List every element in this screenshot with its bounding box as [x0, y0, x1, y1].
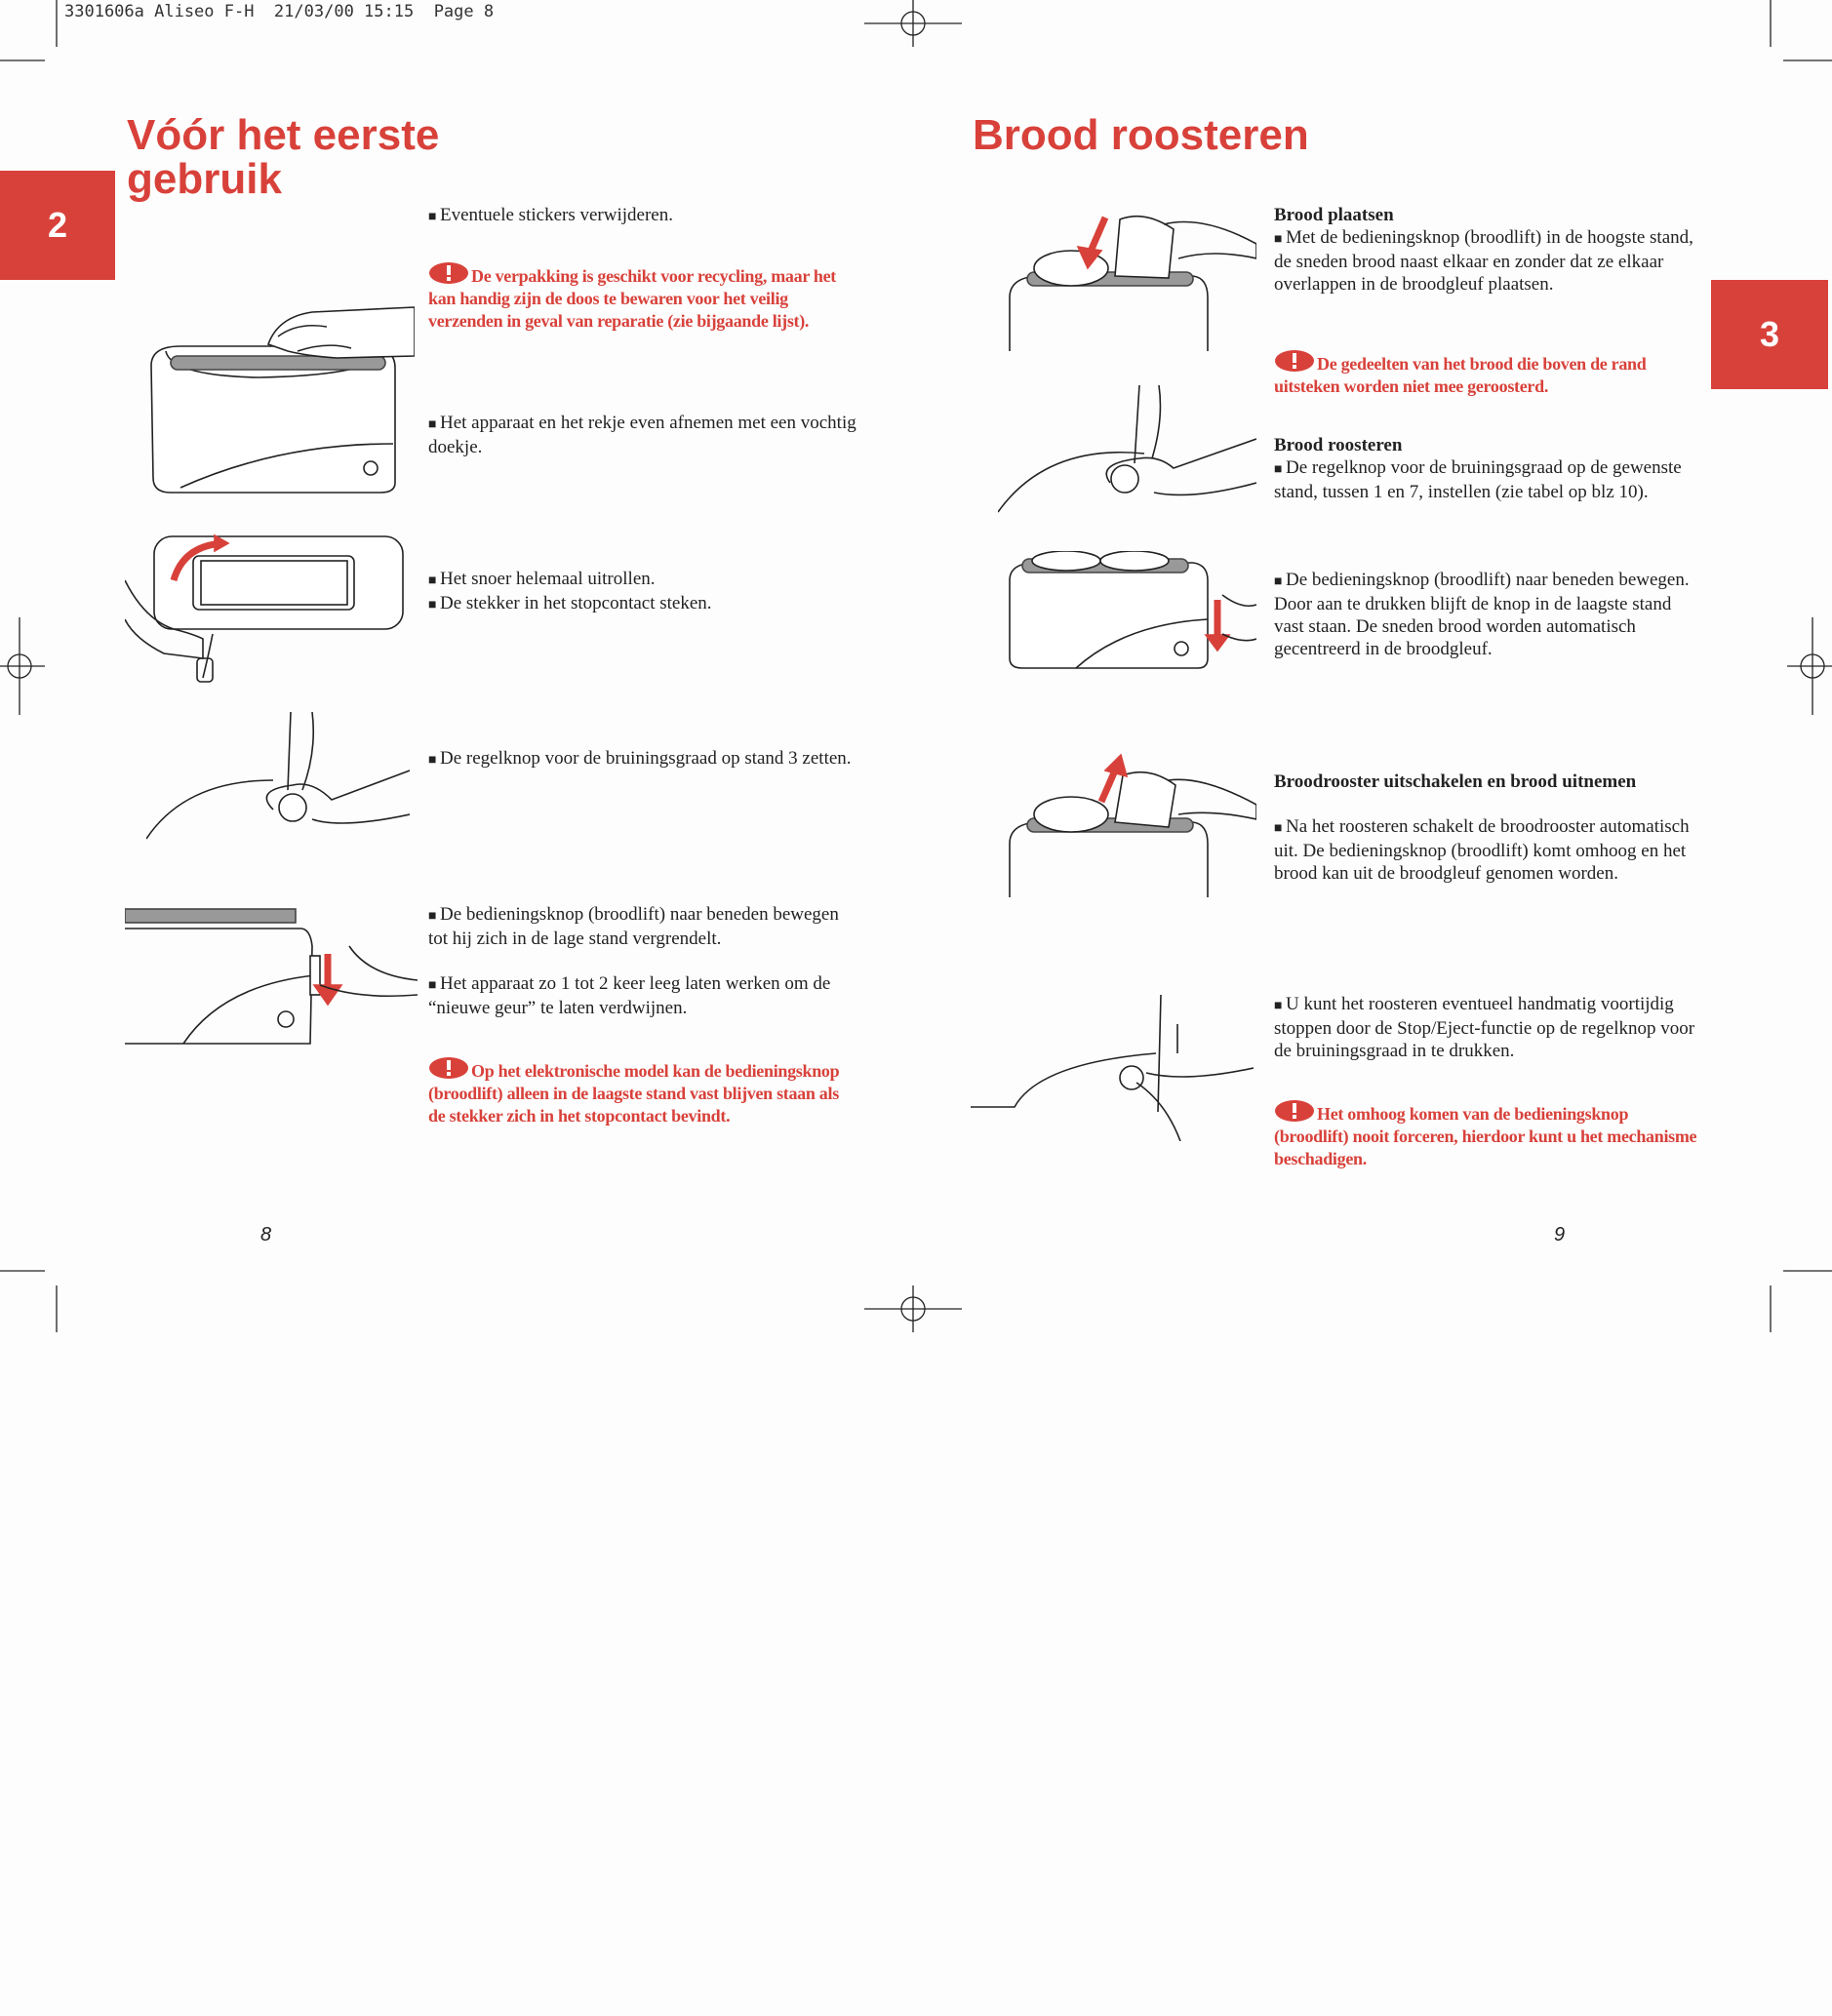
section-place-bread: [1274, 204, 1703, 296]
page-title-left: [127, 113, 439, 201]
illustration-stop-eject: [971, 995, 1254, 1141]
chapter-tab-3: 3: [1711, 280, 1828, 389]
warning-text: De gedeelten van het brood die boven de rand uitsteken worden niet mee geroosterd.: [1274, 354, 1647, 396]
warning-icon: [1274, 1099, 1315, 1123]
instruction-cord: [428, 568, 857, 616]
instruction-text: ■ De bedieningsknop (broodlift) naar beneden bewegen tot hij zich in de lage stand vergrendelt.: [428, 903, 862, 950]
section-title: Brood roosteren: [1274, 435, 1403, 455]
warning-do-not-force: [1274, 1099, 1703, 1170]
warning-text: De verpakking is geschikt voor recycling, maar het kan handig zijn de doos te bewaren voor het veilig verzenden in geval van reparatie (zie bijgaande lijst).: [428, 266, 836, 331]
section-title: Brood plaatsen: [1274, 205, 1394, 225]
section-stop-eject: [1274, 993, 1708, 1062]
instruction-text: ■ Het apparaat en het rekje even afnemen met een vochtig doekje.: [428, 412, 857, 458]
warning-icon: [428, 1056, 469, 1080]
warning-text: Het omhoog komen van de bedieningsknop (broodlift) nooit forceren, hierdoor kunt u het mechanisme beschadigen.: [1274, 1104, 1697, 1168]
instruction-text: ■ De bedieningsknop (broodlift) naar beneden bewegen. Door aan te drukken blijft de knop in de laagste stand vast staan. De sneden brood worden automatisch gecentreerd in de broodgleuf.: [1274, 569, 1703, 660]
instruction-text: ■ De regelknop voor de bruiningsgraad op stand 3 zetten.: [428, 747, 857, 771]
section-toast-bread: [1274, 434, 1703, 503]
instruction-text: ■ Het apparaat zo 1 tot 2 keer leeg laten werken om de “nieuwe geur” te laten verdwijnen.: [428, 972, 862, 1019]
warning-electronic-model: [428, 1056, 857, 1127]
instruction-text: ■ Na het roosteren schakelt de broodrooster automatisch uit. De bedieningsknop (broodlift) komt omhoog en het brood kan uit de broodgleuf genomen worden.: [1274, 815, 1708, 885]
warning-bread-edge: [1274, 349, 1703, 398]
warning-icon: [1274, 349, 1315, 373]
instruction-text: ■ De regelknop voor de bruiningsgraad op de gewenste stand, tussen 1 en 7, instellen (zie tabel op blz 10).: [1274, 456, 1703, 503]
illustration-remove-bread: [1008, 751, 1256, 897]
illustration-set-browning: [998, 385, 1256, 517]
heading-line-2: gebruik: [127, 155, 282, 203]
chapter-tab-2: 2: [0, 171, 115, 280]
illustration-lever-down: [125, 907, 418, 1053]
illustration-press-lever: [1008, 551, 1256, 673]
illustration-unwind-cord: [125, 532, 418, 688]
page-number-left: 8: [260, 1224, 272, 1245]
section-lever-down: [1274, 569, 1703, 660]
instruction-clean: [428, 412, 857, 458]
section-switch-off: [1274, 771, 1708, 885]
instruction-text: ■ De stekker in het stopcontact steken.: [428, 592, 857, 616]
section-title: Broodrooster uitschakelen en brood uitnemen: [1274, 771, 1637, 792]
instruction-text: ■ Met de bedieningsknop (broodlift) in de hoogste stand, de sneden brood naast elkaar en zonder dat ze elkaar overlappen in de broodgleuf plaatsen.: [1274, 226, 1703, 296]
warning-icon: [428, 261, 469, 285]
illustration-set-dial-3: [146, 712, 410, 849]
warning-text: Op het elektronische model kan de bedieningsknop (broodlift) alleen in de laagste stand vast blijven staan als de stekker zich in het stopcontact bevindt.: [428, 1061, 840, 1126]
page-number-right: 9: [1554, 1224, 1566, 1245]
heading-line-1: Vóór het eerste: [127, 111, 440, 159]
instruction-text: ■ U kunt het roosteren eventueel handmatig voortijdig stoppen door de Stop/Eject-functie op de regelknop voor de bruiningsgraad in te drukken.: [1274, 993, 1708, 1062]
illustration-wipe-toaster: [141, 297, 415, 502]
instruction-lever-down: [428, 903, 862, 1019]
instruction-stickers: [428, 204, 857, 228]
page-title-right: Brood roosteren: [973, 111, 1309, 159]
illustration-insert-bread: [1008, 200, 1256, 351]
instruction-text: ■ Het snoer helemaal uitrollen.: [428, 568, 857, 592]
warning-recycling: [428, 261, 857, 333]
print-slug: 3301606a Aliseo F-H 21/03/00 15:15 Page 8: [64, 2, 495, 21]
instruction-text: ■ Eventuele stickers verwijderen.: [428, 204, 857, 228]
instruction-set-dial: [428, 747, 857, 771]
